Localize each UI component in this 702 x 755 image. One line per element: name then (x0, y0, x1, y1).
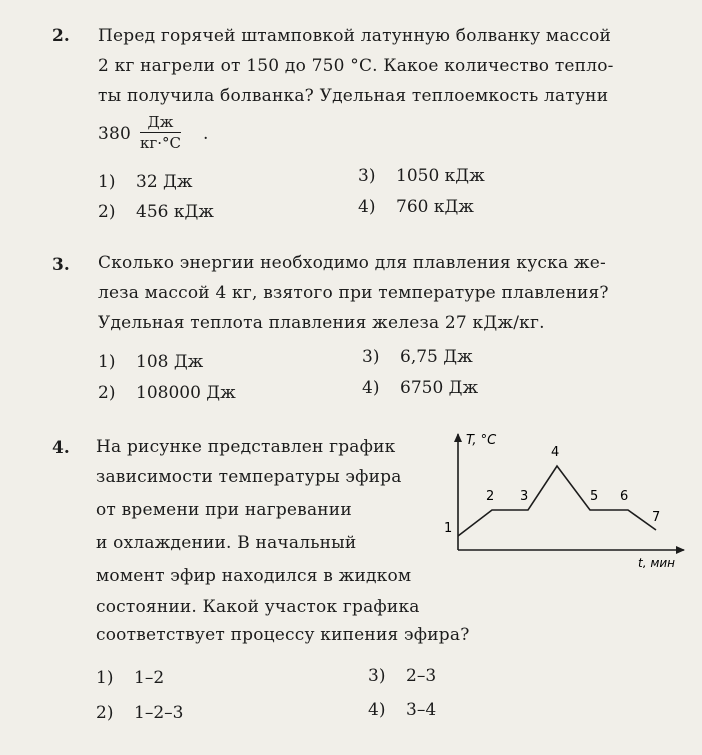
answer-option[interactable]: 2) 108000 Дж (98, 383, 236, 403)
point-label-6: 6 (620, 489, 629, 504)
question-text-line: ты получила болванка? Удельная теплоемкость латуни (98, 86, 609, 106)
point-label-2: 2 (486, 489, 495, 504)
unit-numerator: Дж (140, 113, 181, 133)
sentence-period: . (203, 124, 209, 144)
question-text-line: состоянии. Какой участок графика (96, 597, 420, 617)
question-text-line: 2 кг нагрели от 150 до 750 °С. Какое количество тепло- (98, 56, 614, 76)
answer-option[interactable]: 3) 1050 кДж (358, 166, 485, 186)
temperature-time-graph (440, 428, 690, 568)
question-text-line: момент эфир находился в жидком (96, 566, 412, 586)
point-label-4: 4 (551, 445, 560, 460)
answer-option[interactable]: 3) 2–3 (368, 666, 437, 686)
question-text-line: Удельная теплота плавления железа 27 кДж/кг. (98, 313, 545, 333)
question-text-line: зависимости температуры эфира (96, 467, 402, 487)
question-text-line: от времени при нагревании (96, 500, 352, 520)
answer-option[interactable]: 1) 108 Дж (98, 352, 204, 372)
answer-option[interactable]: 2) 456 кДж (98, 202, 214, 222)
point-label-5: 5 (590, 489, 599, 504)
unit-fraction (140, 113, 181, 152)
answer-option[interactable]: 3) 6,75 Дж (362, 347, 473, 367)
unit-denominator: кг·°С (140, 134, 181, 152)
answer-option[interactable]: 4) 760 кДж (358, 197, 474, 217)
answer-option[interactable]: 2) 1–2–3 (96, 703, 184, 723)
point-label-1: 1 (444, 521, 453, 536)
question-number: 4. (52, 438, 70, 458)
y-axis-label: T, °C (466, 433, 497, 448)
question-text-line: На рисунке представлен график (96, 437, 396, 457)
question-text-line: и охлаждении. В начальный (96, 533, 357, 553)
point-label-7: 7 (652, 510, 661, 525)
question-text-line: леза массой 4 кг, взятого при температуре плавления? (98, 283, 609, 303)
question-text-line: соответствует процессу кипения эфира? (96, 625, 470, 645)
answer-option[interactable]: 1) 1–2 (96, 668, 165, 688)
question-number: 3. (52, 255, 70, 275)
question-number: 2. (52, 26, 70, 46)
answer-option[interactable]: 4) 3–4 (368, 700, 437, 720)
point-label-3: 3 (520, 489, 529, 504)
answer-option[interactable]: 1) 32 Дж (98, 172, 193, 192)
question-text-line: Перед горячей штамповкой латунную болванку массой (98, 26, 612, 46)
x-axis-label: t, мин (638, 556, 676, 568)
heat-capacity-value: 380 (98, 124, 132, 144)
question-text-line: Сколько энергии необходимо для плавления куска же- (98, 253, 606, 273)
answer-option[interactable]: 4) 6750 Дж (362, 378, 479, 398)
